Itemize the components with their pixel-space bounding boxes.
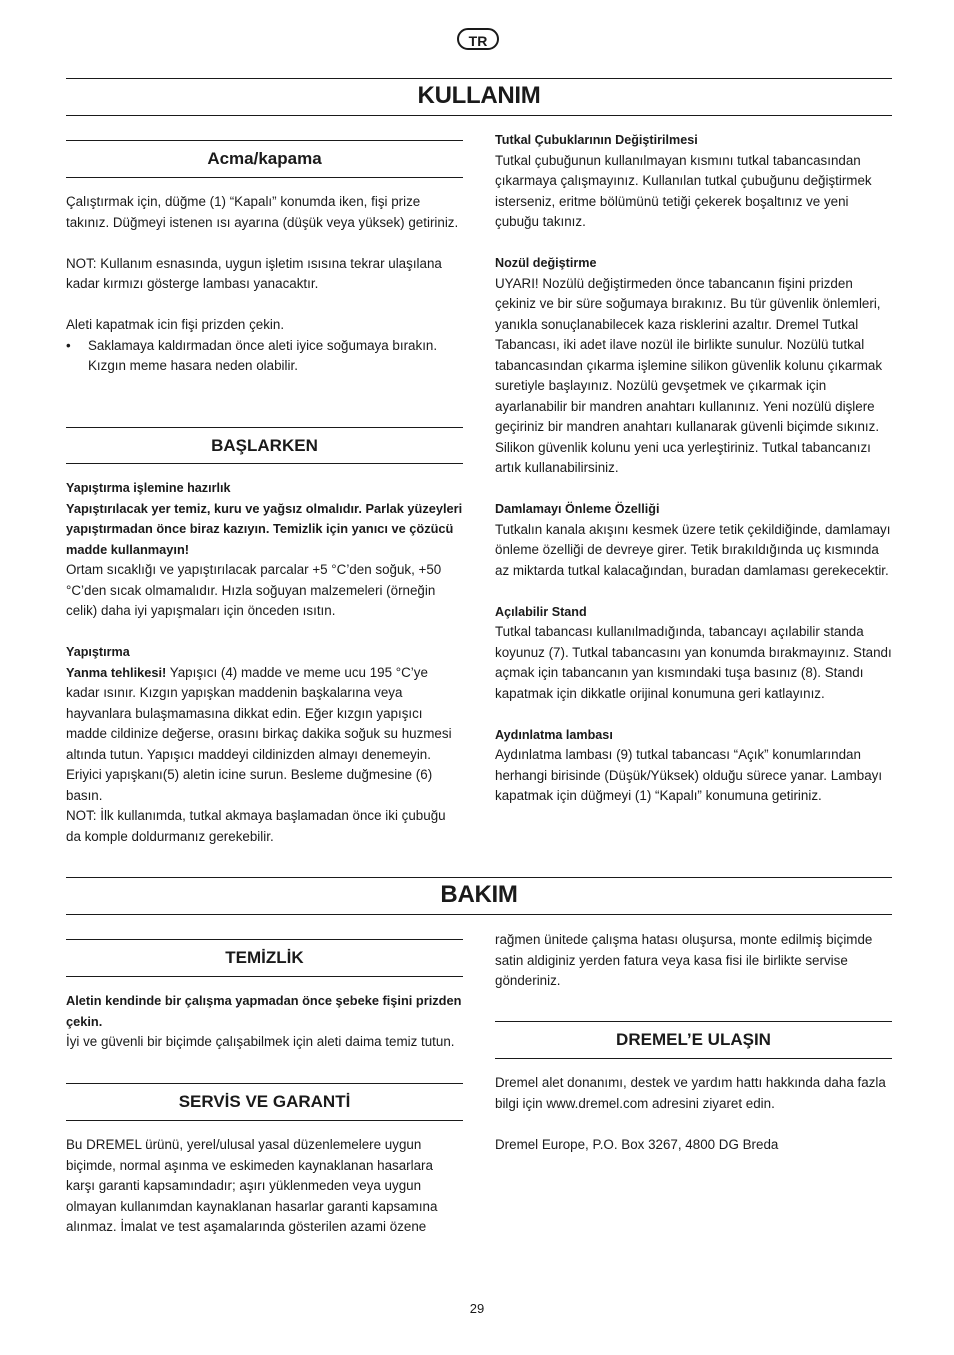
divider [495,1021,892,1022]
paragraph: Çalıştırmak için, düğme (1) “Kapalı” konumda iken, fişi prize takınız. Düğmeyi istenen ısı ayarına (düşük veya yüksek) getiriniz. [66,194,459,230]
paragraph-heading: Nozül değiştirme [495,256,597,270]
paragraph: UYARI! Nozülü değiştirmeden önce tabancanın fişini prizden çekiniz ve bir süre soğumaya bırakınız. Bu tür güvenlik önlemleri, yanıkla sonuçlanabilecek kaza risklerini azaltır. Dremel Tutkal Tabancası, iki adet ilave nozül ile birlikte sunulur. Nozülü tutkal tabancasından çıkarma işlemine silikon güvenlik kolunu çıkarmak suretiyle başlayınız. Nozülü gevşetmek ve çıkarmak için ayarlanabilir bir mandren anahtarı kullanınız. Yeni nozülü dişlere geçiriniz bir mandren anahtarı kullanarak güvenli biçimde sıkınız. Silikon güvenlik kolunu yeni uca yerleştiriniz. Tutkal tabancanızı artık kullanabilirsiniz. [495,275,883,475]
paragraph-heading: Tutkal Çubuklarının Değiştirilmesi [495,133,698,147]
bullet-text: Saklamaya kaldırmadan önce aleti iyice soğumaya bırakın. Kızgın meme hasara neden olabilir. [88,337,438,373]
paragraph: İyi ve güvenli bir biçimde çalışabilmek için aleti daima temiz tutun. [66,1034,455,1049]
paragraph-heading: Aydınlatma lambası [495,727,613,742]
section-title-bakim: BAKIM [440,881,518,908]
paragraph: Tutkal çubuğunun kullanılmayan kısmını tutkal tabancasından çıkarmaya çalışmayınız. Kullanılan tutkal çubuğunu değiştirmek isterseniz, eritme bölümünü tetiği çekerek boşaltınız ve yeni çubuğu takınız. [495,152,872,229]
divider [66,78,892,79]
paragraph: Dremel alet donanımı, destek ve yardım hattı hakkında daha fazla bilgi için www.dremel.com adresini ziyaret edin. [495,1075,886,1111]
paragraph-bold: Aletin kendinde bir çalışma yapmadan önce şebeke fişini prizden çekin. [66,993,462,1029]
divider [66,939,463,940]
paragraph: Aleti kapatmak icin fişi prizden çekin. [66,317,285,332]
divider [66,140,463,141]
servis-body [66,1135,463,1238]
divider [66,976,463,977]
divider [66,177,463,178]
page-number: 29 [469,1301,485,1316]
divider [495,1058,892,1059]
paragraph-note: NOT: Kullanım esnasında, uygun işletim ısısına tekrar ulaşılana kadar kırmızı gösterge lambası yanacaktır. [66,255,442,291]
paragraph: Bu DREMEL ürünü, yerel/ulusal yasal düzenlemelere uygun biçimde, normal aşınma ve eskimeden kaynaklanan hasarlara karşı garanti kapsamındadır; aşırı yüklenmeden veya uygun olmayan kullanımdan kaynaklanan hasarlar garanti kapsamına alınmaz. İmalat ve test aşamalarında gösterilen azami özene [66,1137,438,1234]
dremel-contact-body [495,1073,895,1155]
paragraph-address: Dremel Europe, P.O. Box 3267, 4800 DG Breda [495,1136,779,1152]
warning-label: Yanma tehlikesi! [66,664,167,680]
paragraph: Tutkal tabancası kullanılmadığında, tabancayı açılabilir standa koyunuz (7). Tutkal tabancasını yan konumda bırakmayınız. Standı açmak için tabancanın yan kısmındaki tuşa basınız (8). Standı kapatmak için dikkatle orijinal konumuna geri katlayınız. [495,624,892,701]
baslarken-body [66,478,463,847]
subsection-title-servis-garanti: SERVİS VE GARANTİ [178,1092,351,1111]
warning-text: Yapışıcı (4) madde ve meme ucu 195 °C’ye kadar ısınır. Kızgın yapışkan maddenin başkalarına veya hayvanlara bulaşmamasına dikkat edin. Eğer kızgın yapışıcı madde cildinize değerse, orasını birkaç dakika soğuk su huzmesi altında tutun. Yapışıcı maddeyi cildinizden almayı denemeyin. Eriyici yapışkanı(5) aletin icine surun. Besleme duğmesine (6) basın. [66,664,452,803]
servis-continued [495,930,895,992]
paragraph: Tutkalın kanala akışını kesmek üzere tetik çekildiğinde, damlamayı önleme özelliği de devreye girer. Tetik bırakıldığında uç kısmında az miktarda tutkal kalacağından, buradan damlaması gerekecektir. [495,521,891,578]
subsection-title-temizlik: TEMİZLİK [225,948,304,967]
paragraph [66,663,463,807]
divider [66,1083,463,1084]
section-title-kullanim: KULLANIM [417,82,541,109]
paragraph-heading: Açılabilir Stand [495,604,587,619]
divider [66,1120,463,1121]
paragraph-heading: Yapıştırma işlemine hazırlık [66,481,231,495]
paragraph: rağmen ünitede çalışma hatası oluşursa, monte edilmiş biçimde satin aldiginiz yerden fatura veya kasa fisi ile birlikte servise gönderiniz. [495,932,873,988]
divider [66,427,463,428]
subsection-title-dremel-ulasin: DREMEL’E ULAŞIN [616,1030,771,1049]
subsection-title-acma-kapama: Acma/kapama [207,149,322,168]
subsection-title-baslarken: BAŞLARKEN [211,436,318,455]
paragraph-heading: Damlamayı Önleme Özelliği [495,502,660,516]
language-badge: TR [457,28,499,50]
paragraph: Ortam sıcaklığı ve yapıştırılacak parcalar +5 °C’den soğuk, +50 °C’den sıcak olmamalıdır. Hızla soğuyan malzemeleri (örneğin celik) daha iyi yapışmaları için önceden ısıtın. [66,562,442,618]
divider [66,914,892,915]
paragraph-heading: Yapıştırma [66,645,130,659]
paragraph-note: NOT: İlk kullanımda, tutkal akmaya başlamadan önce iki çubuğu da komple doldurmanız gerekebilir. [66,808,446,844]
divider [66,877,892,878]
divider [66,115,892,116]
paragraph-bold: Yapıştırılacak yer temiz, kuru ve yağsız olmalıdır. Parlak yüzeyleri yapıştırmadan önce biraz kazıyın. Temizlik için yanıcı ve çözücü madde kullanmayın! [66,500,463,557]
divider [66,463,463,464]
temizlik-body [66,991,466,1053]
acma-kapama-body [66,192,463,377]
bullet-item [66,336,463,377]
paragraph: Aydınlatma lambası (9) tutkal tabancası “Açık” konumlarından herhangi birisinde (Düşük/Yüksek) olduğu sürece yanar. Lambayı kapatmak için düğmeyi (1) “Kapalı” konumuna getiriniz. [495,747,883,803]
kullanim-right-column [495,130,895,807]
bullet-symbol: • [66,337,71,353]
